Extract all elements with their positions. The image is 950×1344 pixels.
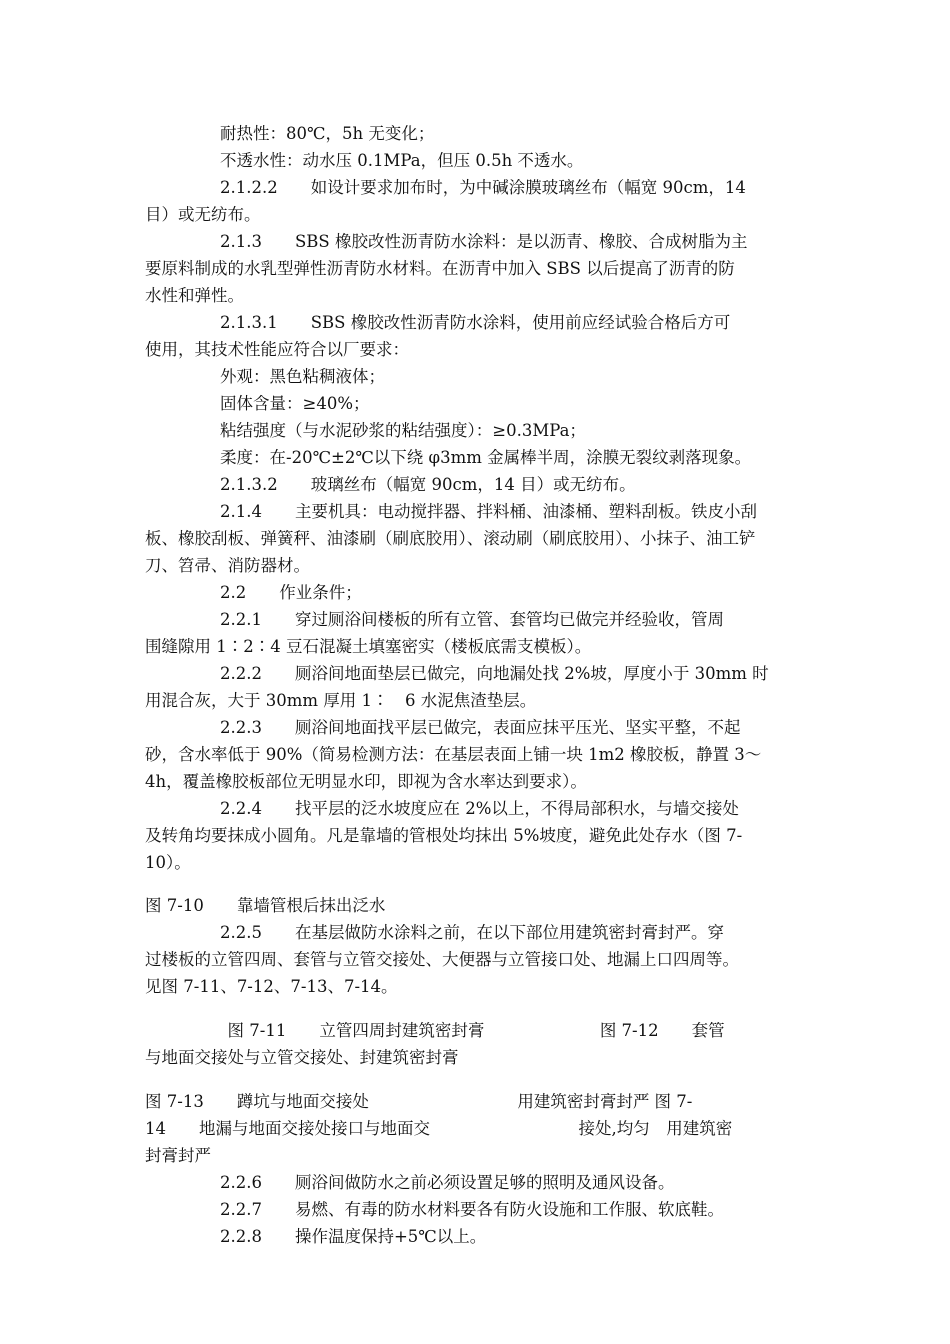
figure-caption: 与地面交接处与立管交接处、封建筑密封膏: [145, 1048, 459, 1067]
text-line: 及转角均要抹成小圆角。凡是靠墙的管根处均抹出 5%坡度，避免此处存水（图 7-: [145, 826, 743, 845]
text-line: 用混合灰，大于 30mm 厚用 1∶ 6 水泥焦渣垫层。: [145, 691, 537, 710]
text-line: 使用，其技术性能应符合以厂要求：: [145, 340, 409, 359]
text-line: 柔度：在-20℃±2℃以下绕 φ3mm 金属棒半周，涂膜无裂纹剥落现象。: [220, 448, 752, 467]
text-line: 固体含量：≥40%；: [220, 394, 370, 413]
figure-caption: 封膏封严: [145, 1146, 211, 1165]
text-line: 刀、笤帚、消防器材。: [145, 556, 310, 575]
text-line: 2.1.3 SBS 橡胶改性沥青防水涂料：是以沥青、橡胶、合成树脂为主: [220, 232, 748, 251]
text-line: 不透水性：动水压 0.1MPa，但压 0.5h 不透水。: [220, 151, 584, 170]
text-line: 围缝隙用 1∶2∶4 豆石混凝土填塞密实（楼板底需支模板）。: [145, 637, 592, 656]
text-line: 2.2.6 厕浴间做防水之前必须设置足够的照明及通风设备。: [220, 1173, 675, 1192]
text-line: 4h，覆盖橡胶板部位无明显水印，即视为含水率达到要求）。: [145, 772, 587, 791]
text-line: 2.2.7 易燃、有毒的防水材料要各有防火设施和工作服、软底鞋。: [220, 1200, 724, 1219]
text-line: 2.1.3.2 玻璃丝布（幅宽 90cm，14 目）或无纺布。: [220, 475, 636, 494]
text-line: 2.2.1 穿过厕浴间楼板的所有立管、套管均已做完并经验收，管周: [220, 610, 724, 629]
text-line: 10）。: [145, 853, 191, 872]
text-line: 过楼板的立管四周、套管与立管交接处、大便器与立管接口处、地漏上口四周等。: [145, 950, 739, 969]
text-line: 砂，含水率低于 90%（简易检测方法：在基层表面上铺一块 1m2 橡胶板，静置 3～: [145, 745, 762, 764]
text-line: 2.2 作业条件；: [220, 583, 362, 602]
text-line: 粘结强度（与水泥砂浆的粘结强度）：≥0.3MPa；: [220, 421, 586, 440]
text-line: 水性和弹性。: [145, 286, 244, 305]
text-line: 目）或无纺布。: [145, 205, 261, 224]
text-line: 2.2.2 厕浴间地面垫层已做完，向地漏处找 2%坡，厚度小于 30mm 时: [220, 664, 769, 683]
figure-caption: 图 7-10 靠墙管根后抹出泛水: [145, 896, 386, 915]
text-line: 2.2.3 厕浴间地面找平层已做完，表面应抹平压光、坚实平整，不起: [220, 718, 741, 737]
figure-caption: 图 7-13 蹲坑与地面交接处 用建筑密封膏封严 图 7-: [145, 1092, 693, 1111]
text-line: 2.1.4 主要机具：电动搅拌器、拌料桶、油漆桶、塑料刮板。铁皮小刮: [220, 502, 757, 521]
text-line: 2.2.4 找平层的泛水坡度应在 2%以上，不得局部积水，与墙交接处: [220, 799, 739, 818]
text-line: 2.1.3.1 SBS 橡胶改性沥青防水涂料，使用前应经试验合格后方可: [220, 313, 731, 332]
text-line: 外观：黑色粘稠液体；: [220, 367, 385, 386]
text-line: 2.2.5 在基层做防水涂料之前，在以下部位用建筑密封膏封严。穿: [220, 923, 724, 942]
text-line: 要原料制成的水乳型弹性沥青防水材料。在沥青中加入 SBS 以后提高了沥青的防: [145, 259, 735, 278]
text-line: 2.1.2.2 如设计要求加布时，为中碱涂膜玻璃丝布（幅宽 90cm，14: [220, 178, 746, 197]
text-line: 耐热性：80℃，5h 无变化；: [220, 124, 435, 143]
text-line: 见图 7-11、7-12、7-13、7-14。: [145, 977, 398, 996]
figure-caption: 图 7-11 立管四周封建筑密封膏 图 7-12 套管: [145, 1021, 725, 1040]
text-line: 板、橡胶刮板、弹簧秤、油漆刷（刷底胶用）、滚动刷（刷底胶用）、小抹子、油工铲: [145, 529, 756, 548]
text-line: 2.2.8 操作温度保持+5℃以上。: [220, 1227, 487, 1246]
figure-caption: 14 地漏与地面交接处接口与地面交 接处,均匀 用建筑密: [145, 1119, 733, 1138]
